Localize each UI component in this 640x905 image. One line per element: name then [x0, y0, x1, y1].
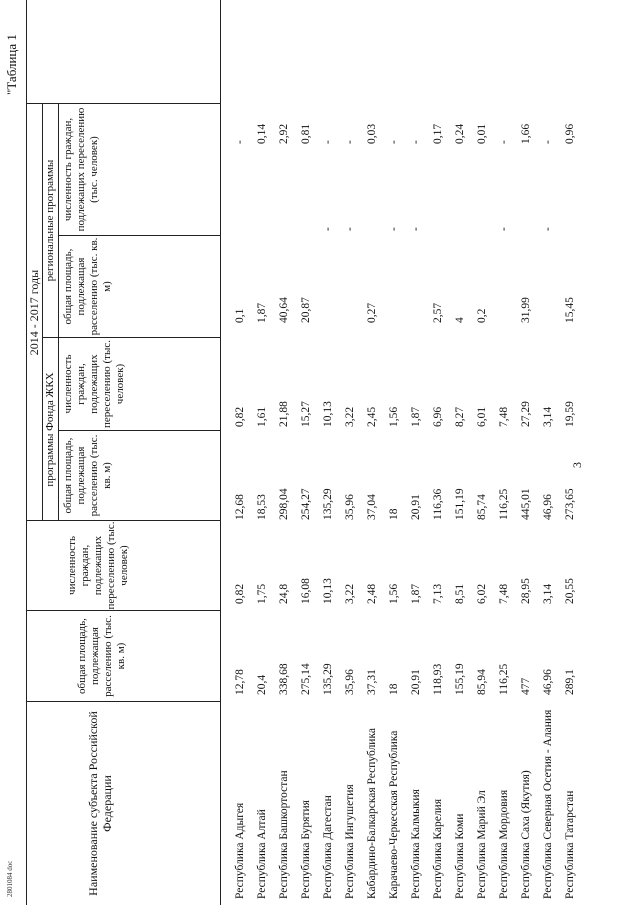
people-total: 0,82: [234, 583, 246, 604]
people-total: 16,08: [300, 578, 312, 604]
fund-people: 8,27: [454, 406, 466, 427]
fund-people: 6,96: [432, 406, 444, 427]
table-row: [383, 0, 405, 905]
area-total: 275,14: [300, 663, 312, 695]
fund-people: 10,13: [322, 401, 334, 427]
area-total: 18: [388, 683, 400, 695]
fund-area: 35,96: [344, 494, 356, 520]
area-total: 338,68: [278, 663, 290, 695]
header-fund-programs: программы Фонда ЖКХ: [44, 372, 56, 487]
people-total: 1,87: [410, 583, 422, 604]
table-row: [405, 0, 427, 905]
area-total: 37,31: [366, 669, 378, 695]
table-row: [229, 0, 251, 905]
regional-area: -: [344, 227, 356, 231]
header-people-total: численность граждан, подлежащих переселению (тыс. человек): [66, 521, 130, 610]
fund-people: 1,87: [410, 406, 422, 427]
subject-name: Республика Ингушетия: [344, 784, 356, 899]
table-row: [361, 0, 383, 905]
regional-area: -: [322, 227, 334, 231]
people-total: 6,02: [476, 583, 488, 604]
people-total: 8,51: [454, 583, 466, 604]
subject-name: Республика Бурятия: [300, 800, 312, 899]
people-total: 1,75: [256, 583, 268, 604]
area-total: 12,78: [234, 669, 246, 695]
regional-people: 1,66: [520, 123, 532, 144]
fund-area: 135,29: [322, 488, 334, 520]
table-row: [427, 0, 449, 905]
regional-people: -: [322, 140, 334, 144]
regional-area: 0,27: [366, 302, 378, 323]
area-total: 289,1: [564, 669, 576, 695]
subject-name: Республика Саха (Якутия): [520, 770, 532, 899]
table-row: [251, 0, 273, 905]
people-total: 3,22: [344, 583, 356, 604]
header-period: 2014 - 2017 годы: [27, 269, 41, 356]
regional-area: 15,45: [564, 297, 576, 323]
regional-area: 31,99: [520, 297, 532, 323]
regional-area: -: [388, 227, 400, 231]
regional-people: 0,03: [366, 123, 378, 144]
table-label: "Таблица 1: [4, 34, 19, 95]
area-total: 20,91: [410, 669, 422, 695]
group-underline: [58, 104, 59, 521]
people-total: 7,13: [432, 583, 444, 604]
table-row: [273, 0, 295, 905]
fund-area: 298,04: [278, 488, 290, 520]
subject-name: Республика Башкортостан: [278, 770, 290, 899]
people-total: 2,48: [366, 583, 378, 604]
people-total: 10,13: [322, 578, 334, 604]
table-row: [295, 0, 317, 905]
regional-area: 1,87: [256, 302, 268, 323]
table-row: [559, 0, 581, 905]
regional-people: -: [542, 140, 554, 144]
area-total: 20,4: [256, 674, 268, 695]
regional-people: -: [498, 140, 510, 144]
regional-area: -: [410, 227, 422, 231]
people-total: 28,95: [520, 578, 532, 604]
subject-name: Карачаево-Черкесская Республика: [388, 730, 400, 899]
area-total: 116,25: [498, 663, 510, 695]
area-total: 118,93: [432, 663, 444, 695]
subject-name: Республика Мордовия: [498, 789, 510, 899]
people-total: 3,14: [542, 583, 554, 604]
regional-area: 0,1: [234, 308, 246, 323]
fund-area: 151,19: [454, 488, 466, 520]
fund-people: 19,59: [564, 401, 576, 427]
area-total: 135,29: [322, 663, 334, 695]
area-total: 155,19: [454, 663, 466, 695]
fund-people: 7,48: [498, 406, 510, 427]
header-regional-programs: региональные программы: [44, 159, 56, 282]
regional-area: -: [498, 227, 510, 231]
fund-area: 116,36: [432, 488, 444, 520]
regional-people: 0,01: [476, 123, 488, 144]
period-underline: [42, 104, 43, 521]
header-bottom-border: [220, 0, 221, 905]
fund-area: 116,25: [498, 488, 510, 520]
regional-people: -: [344, 140, 356, 144]
table-row: [493, 0, 515, 905]
fund-area: 46,96: [542, 494, 554, 520]
header-area-total: общая площадь, подлежащая расселению (тыс. кв. м): [76, 615, 127, 697]
fund-area: 445,01: [520, 488, 532, 520]
subject-name: Республика Алтай: [256, 809, 268, 899]
table-row: [449, 0, 471, 905]
fund-area: 273,65: [564, 488, 576, 520]
table-row: [471, 0, 493, 905]
header-regional-people: численность граждан, подлежащих переселению (тыс. человек): [62, 107, 100, 232]
people-total: 24,8: [278, 583, 290, 604]
area-total: 35,96: [344, 669, 356, 695]
fund-people: 3,22: [344, 406, 356, 427]
subject-name: Республика Адыгея: [234, 802, 246, 899]
table-row: [339, 0, 361, 905]
subject-name: Республика Дагестан: [322, 795, 334, 899]
area-total: 85,94: [476, 669, 488, 695]
subject-name: Республика Северная Осетия - Алания: [542, 709, 554, 899]
regional-people: 0,96: [564, 123, 576, 144]
fund-area: 18: [388, 508, 400, 520]
regional-people: 2,92: [278, 123, 290, 144]
subject-name: Республика Коми: [454, 813, 466, 899]
people-total: 7,48: [498, 583, 510, 604]
data-table: [26, 0, 626, 905]
header-fund-area: общая площадь, подлежащая расселению (тыс. кв. м): [62, 434, 113, 517]
people-total: 20,55: [564, 578, 576, 604]
regional-people: 0,14: [256, 123, 268, 144]
column-divider: [26, 701, 220, 702]
area-total: 46,96: [542, 669, 554, 695]
fund-area: 18,53: [256, 494, 268, 520]
regional-area: 4: [454, 317, 466, 323]
regional-people: 0,24: [454, 123, 466, 144]
table-row: [515, 0, 537, 905]
fund-area: 85,74: [476, 494, 488, 520]
regional-area: 0,2: [476, 308, 488, 323]
fund-area: 254,27: [300, 488, 312, 520]
people-total: 1,56: [388, 583, 400, 604]
regional-people: -: [234, 140, 246, 144]
fund-area: 37,04: [366, 494, 378, 520]
header-subject: Наименование субъекта Российской Федерации: [86, 711, 114, 896]
regional-area: 2,57: [432, 302, 444, 323]
fund-people: 0,82: [234, 406, 246, 427]
fund-area: 12,68: [234, 494, 246, 520]
regional-people: 0,81: [300, 123, 312, 144]
fund-people: 1,56: [388, 406, 400, 427]
regional-people: 0,17: [432, 123, 444, 144]
regional-people: -: [410, 140, 422, 144]
header-fund-people: численность граждан, подлежащих переселению (тыс. человек): [62, 340, 126, 428]
regional-area: 40,64: [278, 297, 290, 323]
subject-name: Республика Карелия: [432, 798, 444, 899]
fund-people: 6,01: [476, 406, 488, 427]
regional-area: -: [542, 227, 554, 231]
subject-name: Кабардино-Балкарская Республика: [366, 728, 378, 899]
fund-people: 27,29: [520, 401, 532, 427]
subject-name: Республика Марий Эл: [476, 790, 488, 899]
fund-people: 3,14: [542, 406, 554, 427]
subject-name: Республика Татарстан: [564, 790, 576, 899]
table-row: [537, 0, 559, 905]
regional-area: 20,87: [300, 297, 312, 323]
area-total: 477: [520, 677, 532, 695]
fund-people: 2,45: [366, 406, 378, 427]
fund-people: 15,27: [300, 401, 312, 427]
page-number: 3: [570, 462, 584, 468]
subject-name: Республика Калмыкия: [410, 789, 422, 899]
document-code: 2801084 doc: [6, 860, 14, 897]
regional-people: -: [388, 140, 400, 144]
fund-people: 21,88: [278, 401, 290, 427]
fund-people: 1,61: [256, 406, 268, 427]
fund-area: 20,91: [410, 494, 422, 520]
table-row: [317, 0, 339, 905]
header-regional-area: общая площадь, подлежащая расселению (тыс. кв. м): [62, 237, 113, 336]
